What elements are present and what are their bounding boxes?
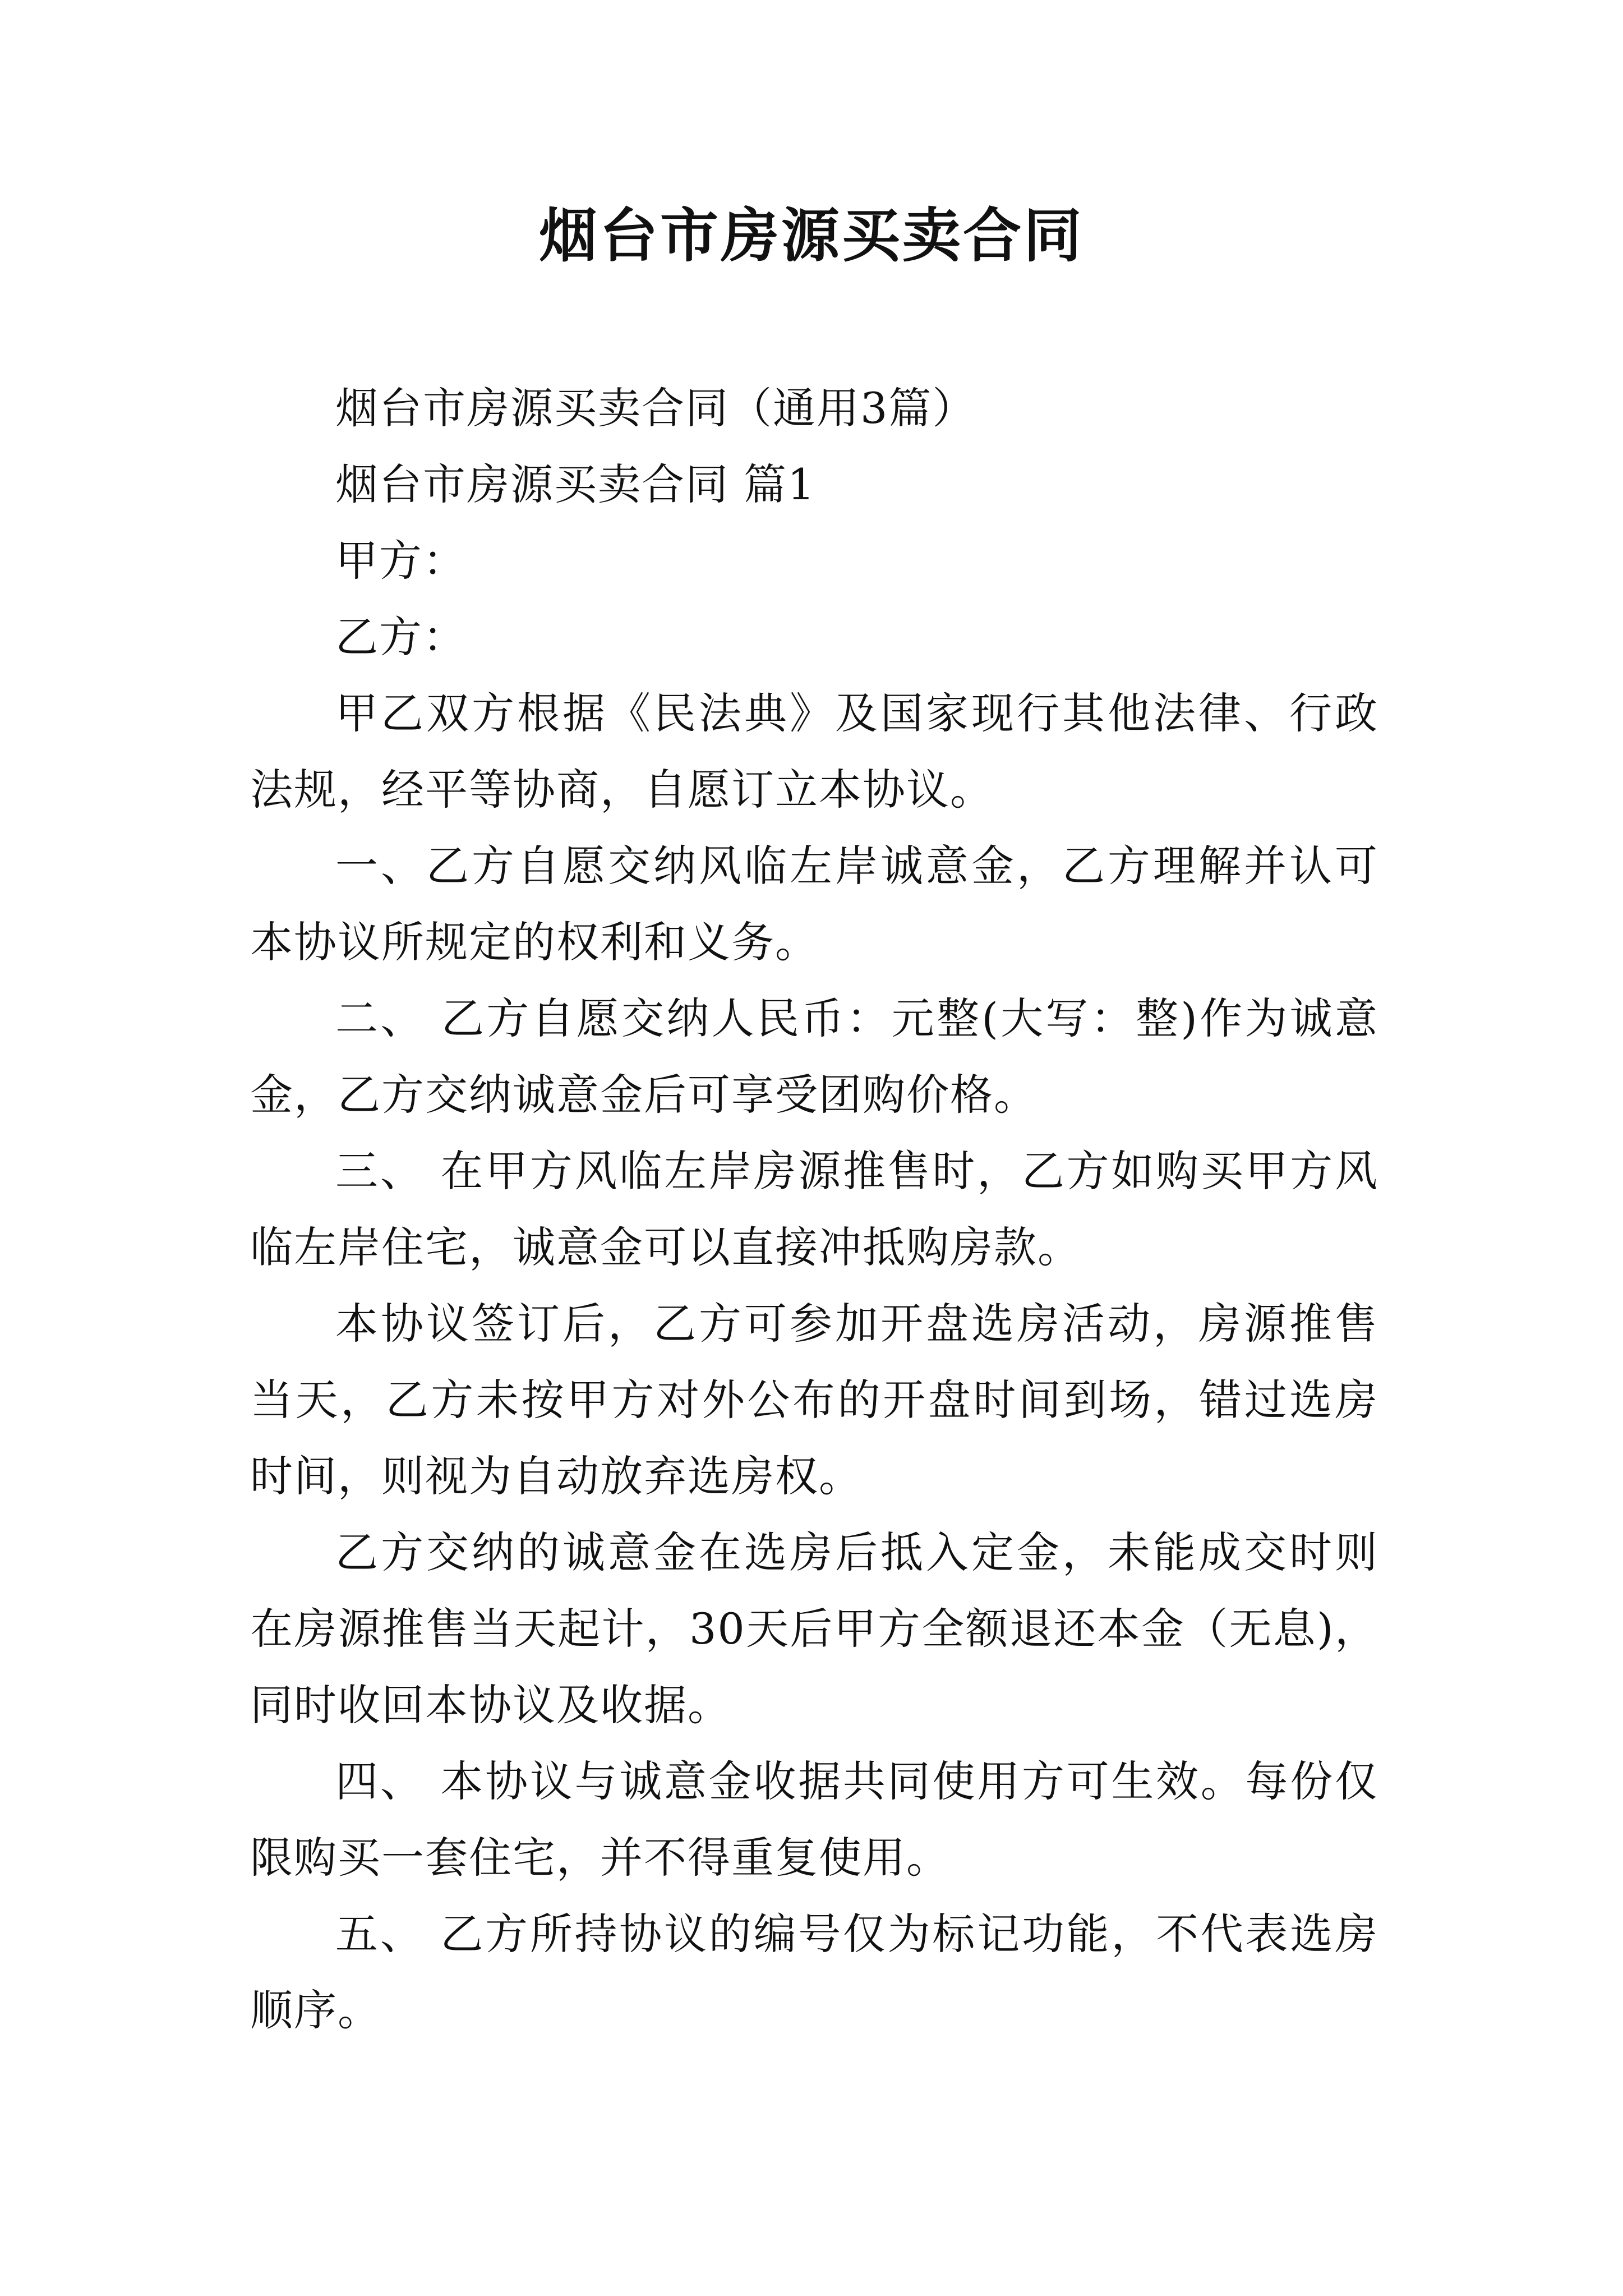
- paragraph-clause-3: 三、 在甲方风临左岸房源推售时，乙方如购买甲方风临左岸住宅，诚意金可以直接冲抵购房款。: [250, 1146, 1378, 1272]
- paragraph-clause-5: 五、 乙方所持协议的编号仅为标记功能，不代表选房顺序。: [250, 1909, 1378, 2035]
- paragraph-refund: 乙方交纳的诚意金在选房后抵入定金，未能成交时则在房源推售当天起计，30天后甲方全额退还本金（无息)，同时收回本协议及收据。: [250, 1527, 1378, 1730]
- document-body: [250, 370, 1378, 2049]
- paragraph-selection: 本协议签订后，乙方可参加开盘选房活动，房源推售当天，乙方未按甲方对外公布的开盘时间到场，错过选房时间，则视为自动放弃选房权。: [250, 1299, 1378, 1501]
- paragraph-clause-2: 二、 乙方自愿交纳人民币：元整(大写：整)作为诚意金，乙方交纳诚意金后可享受团购价格。: [250, 993, 1378, 1120]
- page-title: 烟台市房源买卖合同: [538, 201, 1084, 270]
- paragraph-section-heading: 烟台市房源买卖合同 篇1: [335, 459, 816, 509]
- paragraph-clause-1: 一、乙方自愿交纳风临左岸诚意金，乙方理解并认可本协议所规定的权利和义务。: [250, 841, 1378, 967]
- paragraph-party-b: 乙方：: [335, 612, 467, 662]
- paragraph-party-a: 甲方：: [335, 536, 467, 586]
- paragraph-subtitle: 烟台市房源买卖合同（通用3篇）: [335, 383, 976, 433]
- paragraph-clause-4: 四、 本协议与诚意金收据共同使用方可生效。每份仅限购买一套住宅，并不得重复使用。: [250, 1756, 1378, 1883]
- paragraph-preamble: 甲乙双方根据《民法典》及国家现行其他法律、行政法规，经平等协商，自愿订立本协议。: [250, 688, 1378, 815]
